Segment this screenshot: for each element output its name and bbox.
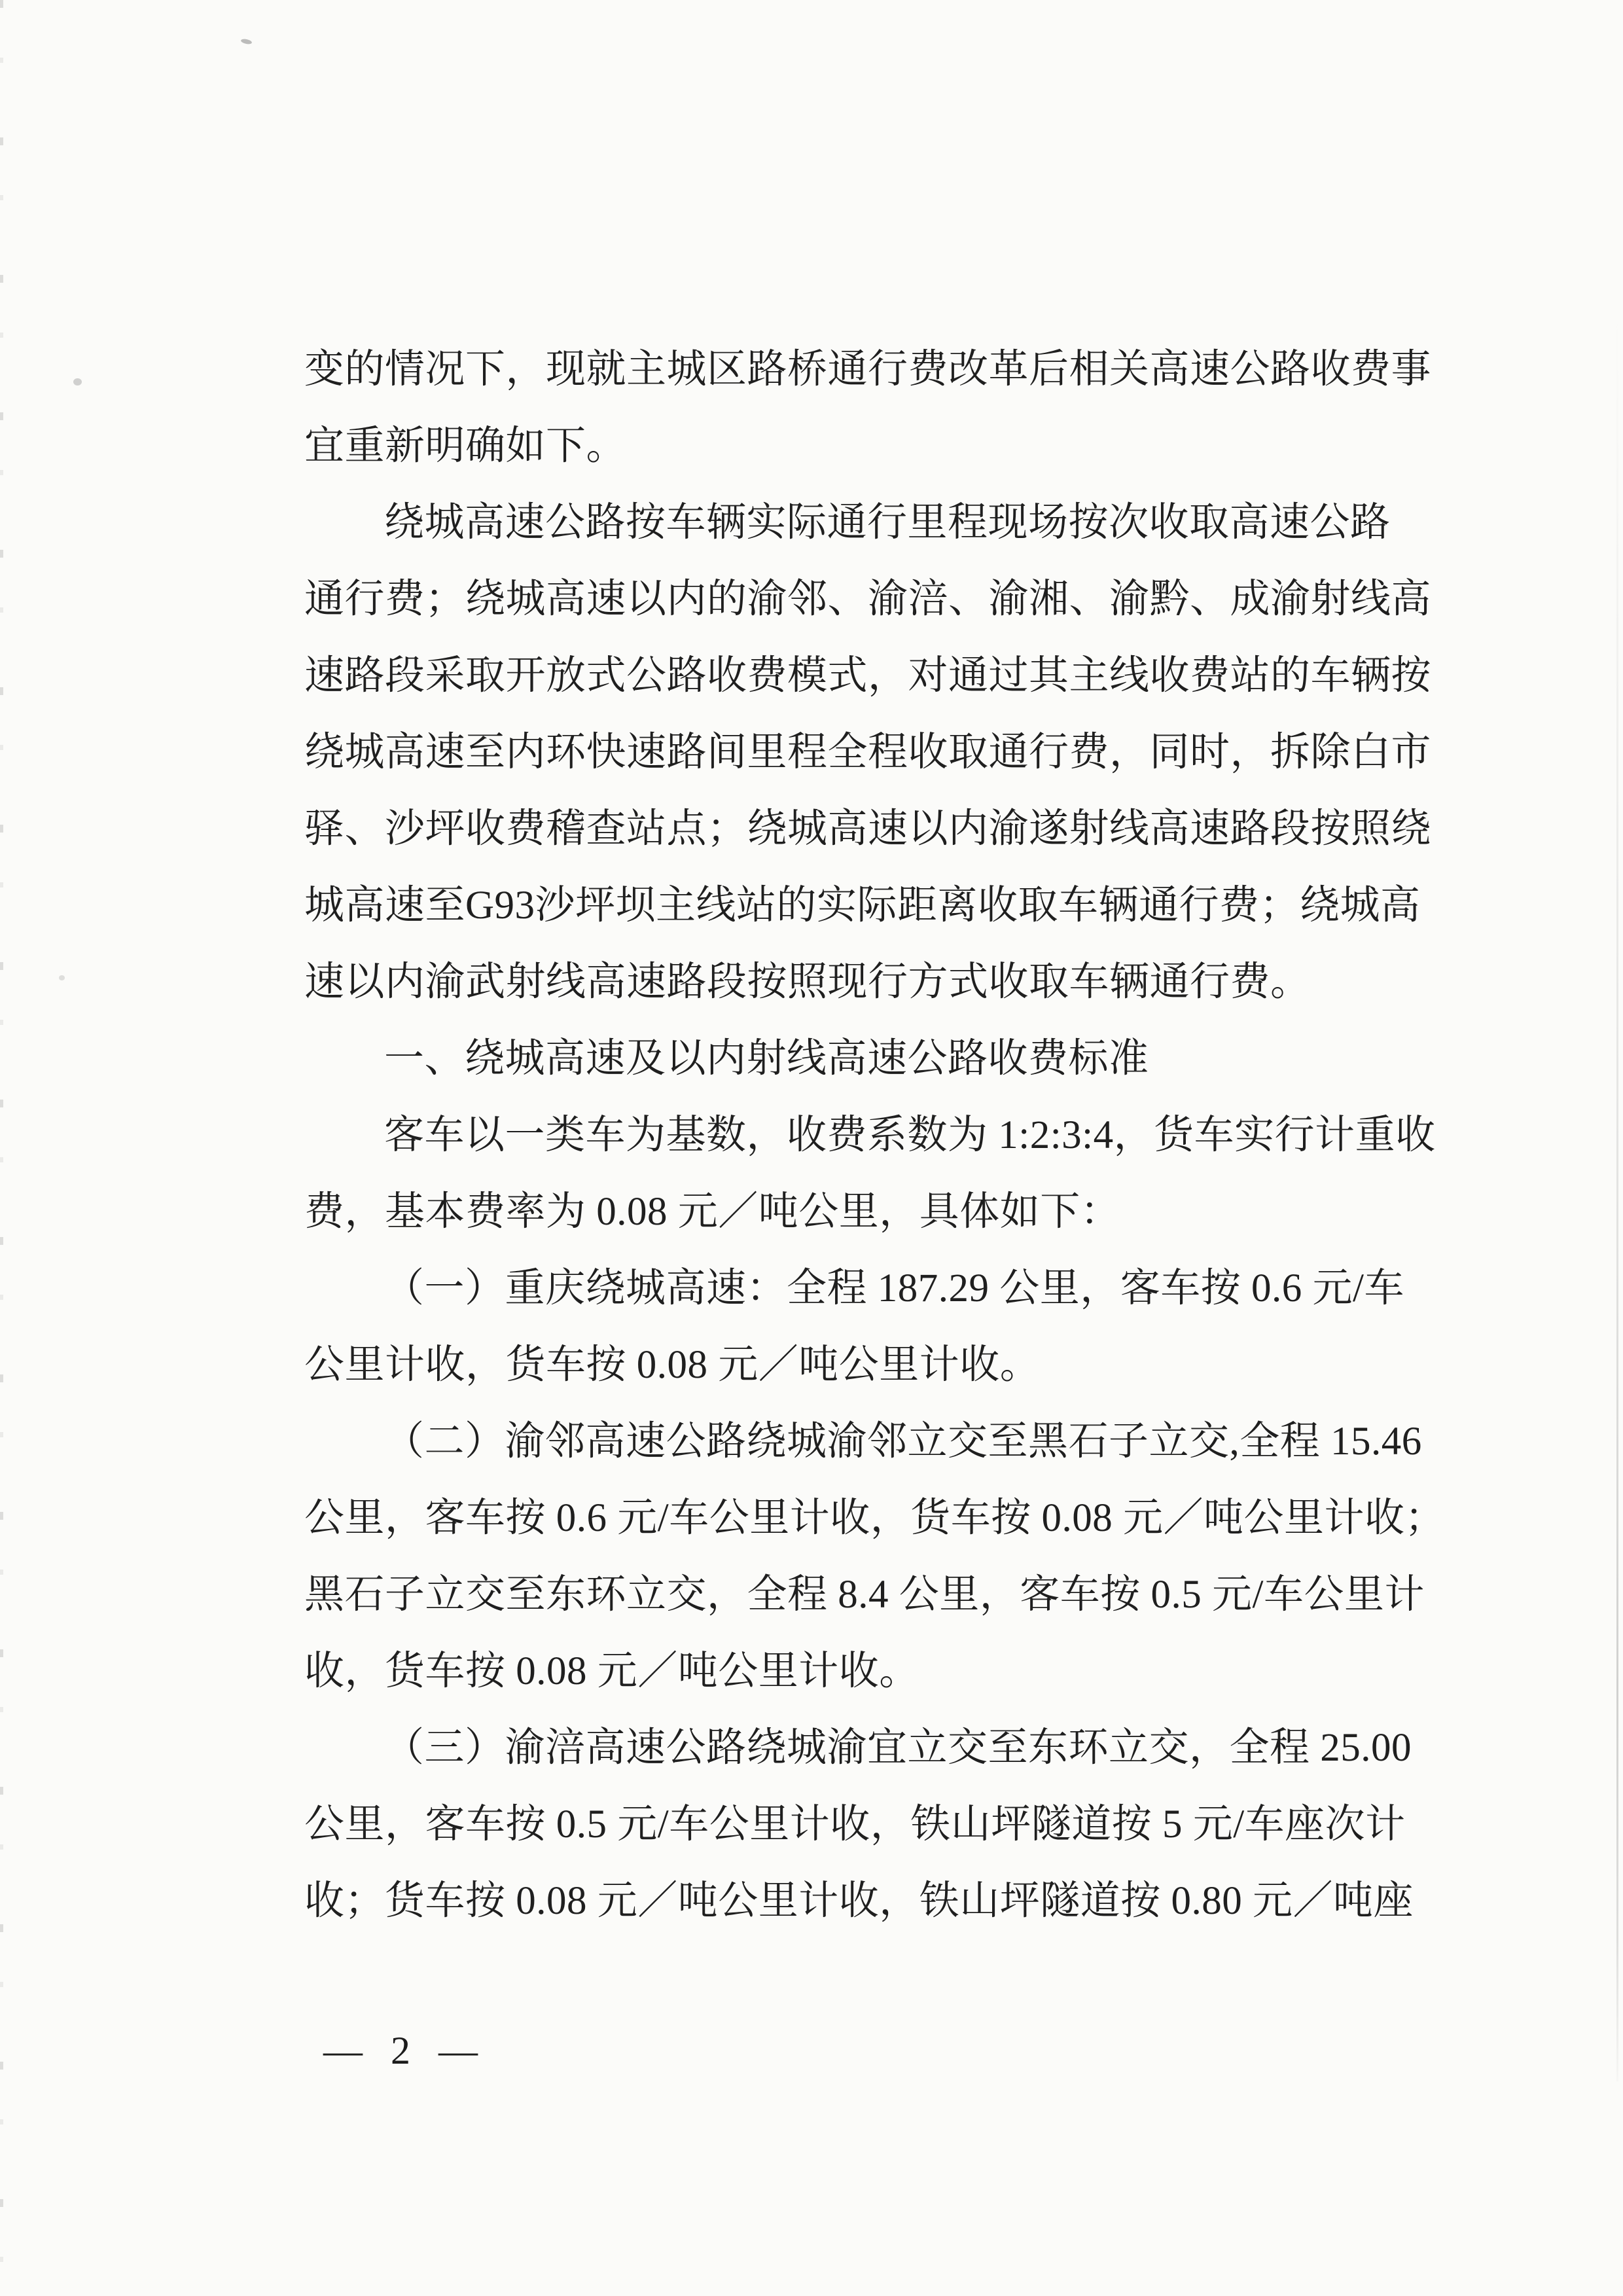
text-line: 费，基本费率为 0.08 元／吨公里，具体如下： — [304, 1190, 1121, 1234]
text-line: 城高速至G93沙坪坝主线站的实际距离收取车辆通行费；绕城高 — [304, 884, 1421, 927]
text-line: 收；货车按 0.08 元／吨公里计收，铁山坪隧道按 0.80 元／吨座 — [304, 1879, 1414, 1923]
text-line: 变的情况下，现就主城区路桥通行费改革后相关高速公路收费事 — [304, 348, 1432, 391]
text-line: 收，货车按 0.08 元／吨公里计收。 — [304, 1649, 919, 1693]
text-line: 速以内渝武射线高速路段按照现行方式收取车辆通行费。 — [304, 960, 1311, 1004]
scan-artifact-speck — [240, 38, 252, 45]
text-line: 公里计收，货车按 0.08 元／吨公里计收。 — [304, 1343, 1041, 1387]
scan-artifact-speck — [59, 975, 65, 980]
text-line: 通行费；绕城高速以内的渝邻、渝涪、渝湘、渝黔、成渝射线高 — [304, 577, 1432, 621]
text-line: （二）渝邻高速公路绕城渝邻立交至黑石子立交,全程 15.46 — [384, 1420, 1422, 1463]
text-line: （三）渝涪高速公路绕城渝宜立交至东环立交，全程 25.00 — [384, 1726, 1412, 1770]
text-line: （一）重庆绕城高速：全程 187.29 公里，客车按 0.6 元/车 — [384, 1266, 1404, 1310]
text-line: 宜重新明确如下。 — [304, 424, 627, 468]
section-heading: 一、绕城高速及以内射线高速公路收费标准 — [384, 1037, 1149, 1081]
scan-artifact-vertical-line — [1616, 314, 1618, 2081]
text-line: 绕城高速至内环快速路间里程全程收取通行费，同时，拆除白市 — [304, 730, 1432, 774]
text-line: 客车以一类车为基数，收费系数为 1:2:3:4，货车实行计重收 — [384, 1113, 1436, 1157]
page-number: — 2 — — [323, 2029, 487, 2072]
document-body — [304, 331, 1445, 1939]
text-line: 黑石子立交至东环立交，全程 8.4 公里，客车按 0.5 元/车公里计 — [304, 1573, 1425, 1617]
text-line: 驿、沙坪收费稽查站点；绕城高速以内渝遂射线高速路段按照绕 — [304, 807, 1432, 851]
text-line: 绕城高速公路按车辆实际通行里程现场按次收取高速公路 — [384, 501, 1391, 545]
scan-artifact-left-edge-noise — [0, 0, 3, 2296]
text-line: 公里，客车按 0.6 元/车公里计收，货车按 0.08 元／吨公里计收； — [304, 1496, 1445, 1540]
text-line: 公里，客车按 0.5 元/车公里计收，铁山坪隧道按 5 元/车座次计 — [304, 1803, 1406, 1846]
scan-artifact-speck — [73, 378, 82, 386]
text-line: 速路段采取开放式公路收费模式，对通过其主线收费站的车辆按 — [304, 654, 1432, 698]
